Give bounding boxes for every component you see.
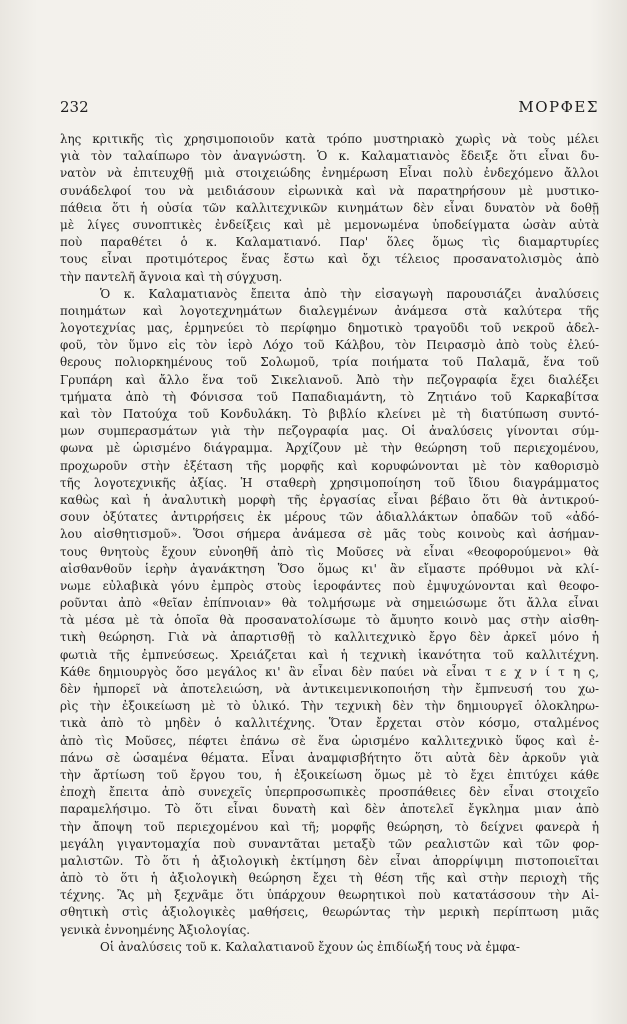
- text-line: τῆς λογοτεχνικῆς ἀξίας. Ἡ σταθερὴ χρησιμοποίηση τοῦ ἴδιου διαγράμματος: [60, 475, 599, 490]
- paragraph: [60, 939, 599, 956]
- paragraph: [60, 131, 599, 286]
- text-line: νατὸν νὰ ἐπιτευχθῇ μιὰ στοιχειώδης ἐνημέρωση Εἶναι πολὺ ἐνδεχόμενο ἄλλοι: [60, 166, 599, 181]
- text-line: ἀπὸ τὸ ὅτι ἡ ἀξιολογικὴ θεώρηση ἔχει τὴ θέση τῆς καὶ στὴν περιοχὴ τῆς: [60, 871, 599, 886]
- body-text: [60, 131, 599, 956]
- text-line: τὴν ἄρτίωση τοῦ ἔργου του, ἡ ἐξοικείωση ὅμως μὲ τὸ ἔχει ἐπιτύχει κάθε: [60, 767, 599, 782]
- text-line: ἐποχὴ ἔπειτα ἀπὸ συνεχεῖς ὑπερπροσωπικὲς προσπάθειες δὲν εἶναι στοιχεῖο: [60, 785, 599, 800]
- text-line: καθὼς καὶ ἡ ἀναλυτικὴ μορφὴ τῆς ἐργασίας εἶναι βέβαιο ὅτι θὰ ἀντικρού-: [60, 492, 599, 507]
- text-line: ποιημάτων καὶ λογοτεχνημάτων διαλεγμένων ἀνάμεσα στὰ καλύτερα τῆς: [60, 303, 599, 318]
- text-line: τὴν ἄποψη τοῦ περιεχομένου καὶ τῆ; μορφῆς θεώρηση, τὸ δείχνει φανερὰ ἡ: [60, 819, 599, 834]
- text-line: μων συμπερασμάτων γιὰ τὴν πεζογραφία μας. Οἱ ἀναλύσεις γίνονται σύμ-: [60, 424, 599, 439]
- text-line: σθητικὴ στὶς ἀξιολογικὲς μαθήσεις, θεωρώντας τὴν μερικὴ περίπτωση μιᾶς: [60, 905, 599, 920]
- text-line: φωνα μὲ ὡρισμένο διάγραμμα. Ἀρχίζουν μὲ τὴν θεώρηση τοῦ περιεχομένου,: [60, 441, 599, 456]
- text-line: ἀπὸ τὶς Μοῦσες, πέφτει ἐπάνω σὲ ἕνα ὡρισμένο καλλιτεχνικὸ ὕφος καὶ ἐ-: [60, 733, 599, 748]
- text-line: τμήματα ἀπὸ τὴ Φόνισσα τοῦ Παπαδιαμάντη, τὸ Ζητιάνο τοῦ Καρκαβίτσα: [60, 389, 599, 404]
- text-line: Ὁ κ. Καλαματιανὸς ἔπειτα ἀπὸ τὴν εἰσαγωγὴ παρουσιάζει ἀναλύσεις: [100, 286, 599, 301]
- text-line: λης κριτικῆς τὶς χρησιμοποιοῦν κατὰ τρόπο μυστηριακὸ χωρὶς νὰ τοὺς μέλει: [60, 132, 599, 146]
- text-line: μαλιστῶν. Τὸ ὅτι ἡ ἀξιολογικὴ ἐκτίμηση δὲν εἶναι ἀπορρίψιμη πιστοποιεῖται: [60, 853, 599, 868]
- text-line: προχωροῦν στὴν ἐξέταση τῆς μορφῆς καὶ κορυφώνονται μὲ τὸν καθορισμὸ: [60, 458, 599, 473]
- text-line: Γρυπάρη καὶ ἄλλο ἕνα τοῦ Σικελιανοῦ. Ἀπὸ τὴν πεζογραφία ἔχει διαλέξει: [60, 372, 599, 387]
- text-line: μεγάλη γιγαντομαχία ποὺ συναντᾶται μεταξὺ τῶν ρεαλιστῶν καὶ τῶν φορ-: [60, 836, 599, 851]
- text-line: φωτιὰ τῆς ἐμπνεύσεως. Χρειάζεται καὶ ἡ τεχνικὴ ἱκανότητα τοῦ καλλιτέχνη.: [60, 647, 599, 662]
- text-line: γιὰ τὸν ταλαίπωρο τὸν ἀναγνώστη. Ὁ κ. Καλαματιανὸς ἔδειξε ὅτι εἶναι δυ-: [60, 149, 599, 164]
- page-header: [60, 98, 599, 120]
- page-number: 232: [60, 98, 89, 116]
- text-line: σουν ὀξύτατες ἀντιρρήσεις ἐκ μέρους τῶν ἀδιαλλάκτων ὀπαδῶν τοῦ «ἀδό-: [60, 510, 599, 525]
- text-line: νωμε εὐλαβικὰ γόνυ ἐμπρὸς στοὺς ἱεροφάντες ποὺ ἐμψυχώνονται καὶ θεοφο-: [60, 578, 599, 593]
- text-line: τέχνης. Ἂς μὴ ξεχνᾶμε ὅτι ὑπάρχουν θεωρητικοὶ ποὺ κατατάσσουν τὴν Αἰ-: [60, 888, 599, 903]
- paragraph: [60, 286, 599, 939]
- text-line: δὲν ἠμπορεῖ νὰ ἀποτελειώση, νὰ ἀντικειμενικοποιήση τὴν ἔμπνευσή του χω-: [60, 682, 599, 696]
- text-line: τὴν παντελῆ ἄγνοια καὶ τὴ σύγχυση.: [60, 269, 283, 284]
- text-line: τους εἶναι προτιμότερος ἕνας ἔστω καὶ ὄχι τέλειος προσανατολισμὸς ἀπὸ: [60, 252, 599, 267]
- text-line: πάνω σὲ ὡσαμένα θέματα. Εἶναι ἀναμφισβήτητο ὅτι αὐτὰ δὲν ἀρκοῦν γιὰ: [60, 750, 599, 765]
- text-line: Κάθε δημιουργὸς ὅσο μεγάλος κι' ἂν εἶναι δὲν παύει νὰ εἶναι τ ε χ ν ί τ η ς,: [60, 664, 599, 679]
- text-line: ροῦνται ἀπὸ «θεῖαν ἐπίπνοιαν» θὰ τολμήσωμε νὰ σημειώσωμε ὅτι ἄλλα εἶναι: [60, 596, 599, 611]
- text-line: καὶ τὸν Πατούχα τοῦ Κονδυλάκη. Τὸ βιβλίο κλείνει μὲ τὴ διατύπωση συντό-: [60, 407, 599, 421]
- text-line: ποὺ παραθέτει ὁ κ. Καλαματιανό. Παρ' ὅλες ὅμως τὶς διαμαρτυρίες: [60, 235, 599, 250]
- text-line: πάθεια ὅτι ἡ οὐσία τῶν καλλιτεχνικῶν κινημάτων δὲν εἶναι δυνατὸν νὰ δοθῇ: [60, 200, 599, 215]
- text-line: φοῦ, τὸν ὕμνο εἰς τὸν ἱερὸ Λόχο τοῦ Κάλβου, τὸν Πειρασμὸ ἀπὸ τοὺς ἐλεύ-: [60, 338, 599, 353]
- text-line: τους θνητοὺς ἔχουν εὐνοηθῆ ἀπὸ τὶς Μοῦσες νὰ εἶναι «θεοφορούμενοι» θὰ: [60, 544, 599, 559]
- text-line: τικὴ θεώρηση. Γιὰ νὰ ἀπαρτισθῇ τὸ καλλιτεχνικὸ ἔργο δὲν ἀρκεῖ μόνο ἡ: [60, 630, 599, 645]
- text-line: ρὶς τὴν ἐξοικείωση μὲ τὸ ὑλικό. Τὴν τεχνικὴ δὲν τὴν δημιουργεῖ ὁλοκληρω-: [60, 699, 599, 714]
- text-line: μὲ λίγες συνοπτικὲς ἐνδείξεις καὶ μὲ μεμονωμένα ὑποδείγματα ὡσὰν αὐτὰ: [60, 217, 599, 232]
- text-line: τὰ μέσα μὲ τὰ ὁποῖα θὰ προσανατολίσωμε τὸ ἄμυητο κοινὸ μας στὴν αἰσθη-: [60, 613, 599, 628]
- text-line: αἰσθανθοῦν ἱερὴν ἀγανάκτηση Ὅσο ὅμως κι' ἂν εἴμαστε πρόθυμοι νὰ κλί-: [60, 561, 599, 576]
- text-line: λου αἰσθητισμοῦ». Ὅσοι σήμερα ἀνάμεσα σὲ μᾶς τοὺς κοινοὺς καὶ ἀσήμαν-: [60, 527, 599, 542]
- text-line: Οἱ ἀναλύσεις τοῦ κ. Καλαλατιανοῦ ἔχουν ὡς ἐπιδίωξή τους νὰ ἐμφα-: [100, 939, 520, 954]
- text-line: γενικὰ ἐννοημένης Ἀξιολογίας.: [60, 922, 251, 937]
- text-line: τικὰ ἀπὸ τὸ μηδὲν ὁ καλλιτέχνης. Ὅταν ἔρχεται στὸν κόσμο, σταλμένος: [60, 716, 599, 731]
- text-line: παραμελήσιμο. Τὸ ὅτι εἶναι δυνατὴ καὶ δὲν ἀποτελεῖ ἔγκλημα μιαν ἀπὸ: [60, 802, 599, 817]
- text-line: λογοτεχνίας μας, ἑρμηνεύει τὸ περίφημο δημοτικὸ τραγοῦδι τοῦ νεκροῦ ἀδελ-: [60, 321, 599, 336]
- text-line: συνάδελφοί του νὰ μειδιάσουν εἰρωνικὰ καὶ νὰ παρατηρήσουν μὲ μυστικο-: [60, 183, 599, 198]
- running-title: ΜΟΡΦΕΣ: [518, 98, 599, 116]
- text-line: θερους πολιορκημένους τοῦ Σολωμοῦ, τρία ποιήματα τοῦ Παλαμᾶ, ἕνα τοῦ: [60, 355, 599, 370]
